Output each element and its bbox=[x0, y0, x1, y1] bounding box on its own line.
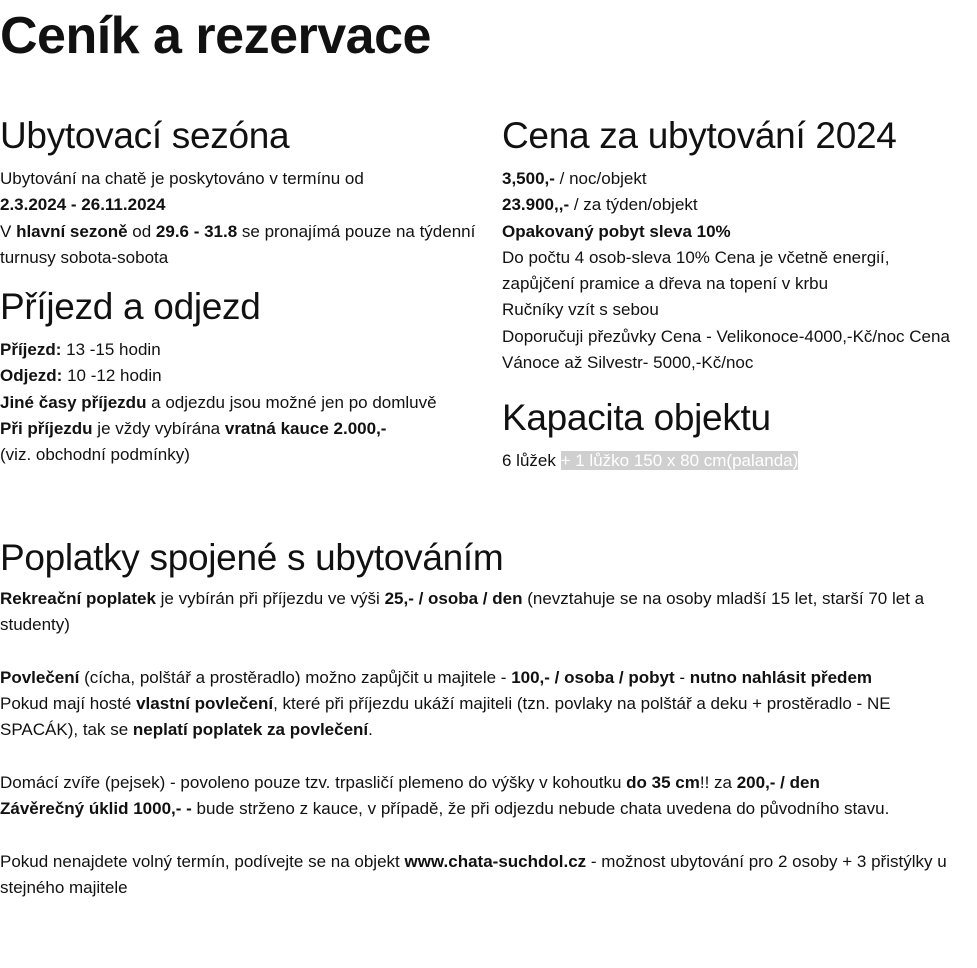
own-linen: Pokud mají hosté vlastní povlečení, které při příjezdu ukáží majiteli (tzn. povlaky na polštář a deku + prostěradlo - NE SPACÁK), tak se neplatí poplatek za povlečení. bbox=[0, 694, 891, 740]
night-price: 3,500,- bbox=[502, 169, 555, 188]
page-title: Ceník a rezervace bbox=[0, 7, 431, 65]
other-site-link[interactable]: www.chata-suchdol.cz bbox=[404, 851, 587, 871]
right-column bbox=[502, 114, 962, 475]
price-heading: Cena za ubytování 2024 bbox=[502, 115, 897, 156]
price-info: 3,500,- / noc/objekt 23.900,,- / za týden/objekt Opakovaný pobyt sleva 10% Do počtu 4 osob-sleva 10% Cena je včetně energií, zapůjčení pramice a dřeva na topení v krbu Ručníky vzít s sebou Doporučuji přezůvky Cena - Velikonoce-4000,-Kč/noc Cena Vánoce až Silvestr- 5000,-Kč/noc bbox=[502, 169, 950, 373]
extra-bed-highlight: + 1 lůžko 150 x 80 cm(palanda) bbox=[560, 451, 799, 471]
fees-section bbox=[0, 536, 965, 902]
conditions-note: (viz. obchodní podmínky) bbox=[0, 445, 190, 465]
linen-fee: Povlečení (cícha, polštář a prostěradlo) možno zapůjčit u majitele - 100,- / osoba / pobyt - nutno nahlásit předem bbox=[0, 667, 873, 687]
arrival-section bbox=[0, 285, 480, 468]
capacity-section bbox=[502, 396, 962, 474]
arrival-info: Příjezd: 13 -15 hodin Odjezd: 10 -12 hodin Jiné časy příjezdu a odjezdu jsou možné jen po domluvě Při příjezdu je vždy vybírána vratná kauce 2.000,- (viz. obchodní podmínky) bbox=[0, 340, 437, 465]
cleaning-fee: Závěrečný úklid 1000,- - bude strženo z kauce, v případě, že při odjezdu nebude chata uvedena do původního stavu. bbox=[0, 799, 890, 819]
pet-fee: Domácí zvíře (pejsek) - povoleno pouze tzv. trpasličí plemeno do výšky v kohoutku do 35 cm!! za 200,- / den bbox=[0, 773, 820, 793]
repeat-discount: Opakovaný pobyt sleva 10% bbox=[502, 221, 731, 241]
deposit-amount: vratná kauce 2.000,- bbox=[224, 419, 387, 439]
season-intro: Ubytování na chatě je poskytováno v termínu od 2.3.2024 - 26.11.2024 V hlavní sezoně od 29.6 - 31.8 se pronajímá pouze na týdenní turnusy sobota-sobota bbox=[0, 169, 476, 267]
week-price: 23.900,,- bbox=[502, 195, 570, 215]
capacity-heading: Kapacita objektu bbox=[502, 397, 771, 439]
season-dates: 2.3.2024 - 26.11.2024 bbox=[0, 195, 166, 215]
main-season-dates: 29.6 - 31.8 bbox=[155, 221, 238, 241]
capacity-info: 6 lůžek + 1 lůžko 150 x 80 cm(palanda) bbox=[502, 451, 799, 471]
arrival-heading: Příjezd a odjezd bbox=[0, 286, 261, 328]
left-column bbox=[0, 114, 480, 469]
main-season-label: hlavní sezoně bbox=[16, 221, 128, 241]
season-section bbox=[0, 114, 480, 271]
season-heading: Ubytovací sezóna bbox=[0, 115, 290, 156]
fees-heading: Poplatky spojené s ubytováním bbox=[0, 537, 504, 578]
price-section bbox=[502, 114, 962, 376]
recreation-fee: Rekreační poplatek je vybírán při příjezdu ve výši 25,- / osoba / den (nevztahuje se na osoby mladší 15 let, starší 70 let a studenty) bbox=[0, 589, 925, 635]
other-cottage: Pokud nenajdete volný termín, podívejte se na objekt www.chata-suchdol.cz - možnost ubytování pro 2 osoby + 3 přistýlky u stejného majitele bbox=[0, 851, 947, 898]
